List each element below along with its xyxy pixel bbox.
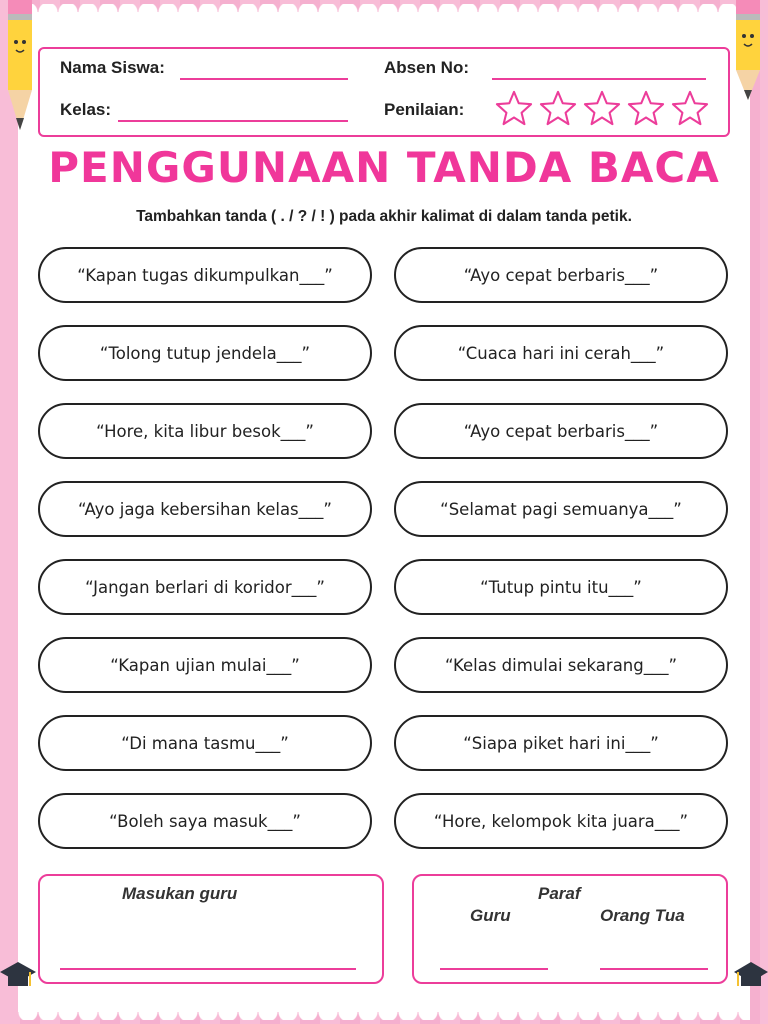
question-pill[interactable]: “Hore, kelompok kita juara___” bbox=[394, 793, 728, 849]
teacher-note-field[interactable] bbox=[60, 968, 356, 970]
student-name-field[interactable] bbox=[180, 78, 348, 80]
question-pill[interactable]: “Tolong tutup jendela___” bbox=[38, 325, 372, 381]
guru-signature-field[interactable] bbox=[440, 968, 548, 970]
star-icon[interactable] bbox=[670, 90, 710, 126]
paraf-label: Paraf bbox=[538, 884, 581, 903]
class-field[interactable] bbox=[118, 120, 348, 122]
rating-stars bbox=[494, 90, 710, 126]
star-icon[interactable] bbox=[582, 90, 622, 126]
graduation-cap-icon-right bbox=[734, 958, 768, 998]
question-pill[interactable]: “Ayo cepat berbaris___” bbox=[394, 247, 728, 303]
question-pill[interactable]: “Kelas dimulai sekarang___” bbox=[394, 637, 728, 693]
star-icon[interactable] bbox=[538, 90, 578, 126]
guru-label: Guru bbox=[470, 906, 511, 925]
class-label: Kelas: bbox=[60, 100, 112, 119]
orang-tua-label: Orang Tua bbox=[600, 906, 685, 925]
question-pill[interactable]: “Boleh saya masuk___” bbox=[38, 793, 372, 849]
instruction-text: Tambahkan tanda ( . / ? / ! ) pada akhir kalimat di dalam tanda petik. bbox=[136, 208, 632, 225]
question-pill[interactable]: “Ayo cepat berbaris___” bbox=[394, 403, 728, 459]
score-label: Penilaian: bbox=[384, 100, 465, 119]
question-pill[interactable]: “Kapan ujian mulai___” bbox=[38, 637, 372, 693]
student-name-label: Nama Siswa: bbox=[60, 58, 165, 77]
pencil-icon-left bbox=[2, 0, 38, 140]
question-pill[interactable]: “Cuaca hari ini cerah___” bbox=[394, 325, 728, 381]
question-pill[interactable]: “Ayo jaga kebersihan kelas___” bbox=[38, 481, 372, 537]
question-pill[interactable]: “Kapan tugas dikumpulkan___” bbox=[38, 247, 372, 303]
star-icon[interactable] bbox=[494, 90, 534, 126]
graduation-cap-icon-left bbox=[0, 958, 36, 998]
question-pill[interactable]: “Tutup pintu itu___” bbox=[394, 559, 728, 615]
question-pill[interactable]: “Hore, kita libur besok___” bbox=[38, 403, 372, 459]
orang-tua-signature-field[interactable] bbox=[600, 968, 708, 970]
question-pill[interactable]: “Siapa piket hari ini___” bbox=[394, 715, 728, 771]
page-title: PENGGUNAAN TANDA BACA bbox=[48, 143, 720, 192]
question-pill[interactable]: “Selamat pagi semuanya___” bbox=[394, 481, 728, 537]
absen-number-label: Absen No: bbox=[384, 58, 469, 77]
pencil-icon-right bbox=[730, 0, 766, 140]
absen-number-field[interactable] bbox=[492, 78, 706, 80]
question-pill[interactable]: “Di mana tasmu___” bbox=[38, 715, 372, 771]
teacher-note-label: Masukan guru bbox=[122, 884, 238, 903]
star-icon[interactable] bbox=[626, 90, 666, 126]
question-pill[interactable]: “Jangan berlari di koridor___” bbox=[38, 559, 372, 615]
